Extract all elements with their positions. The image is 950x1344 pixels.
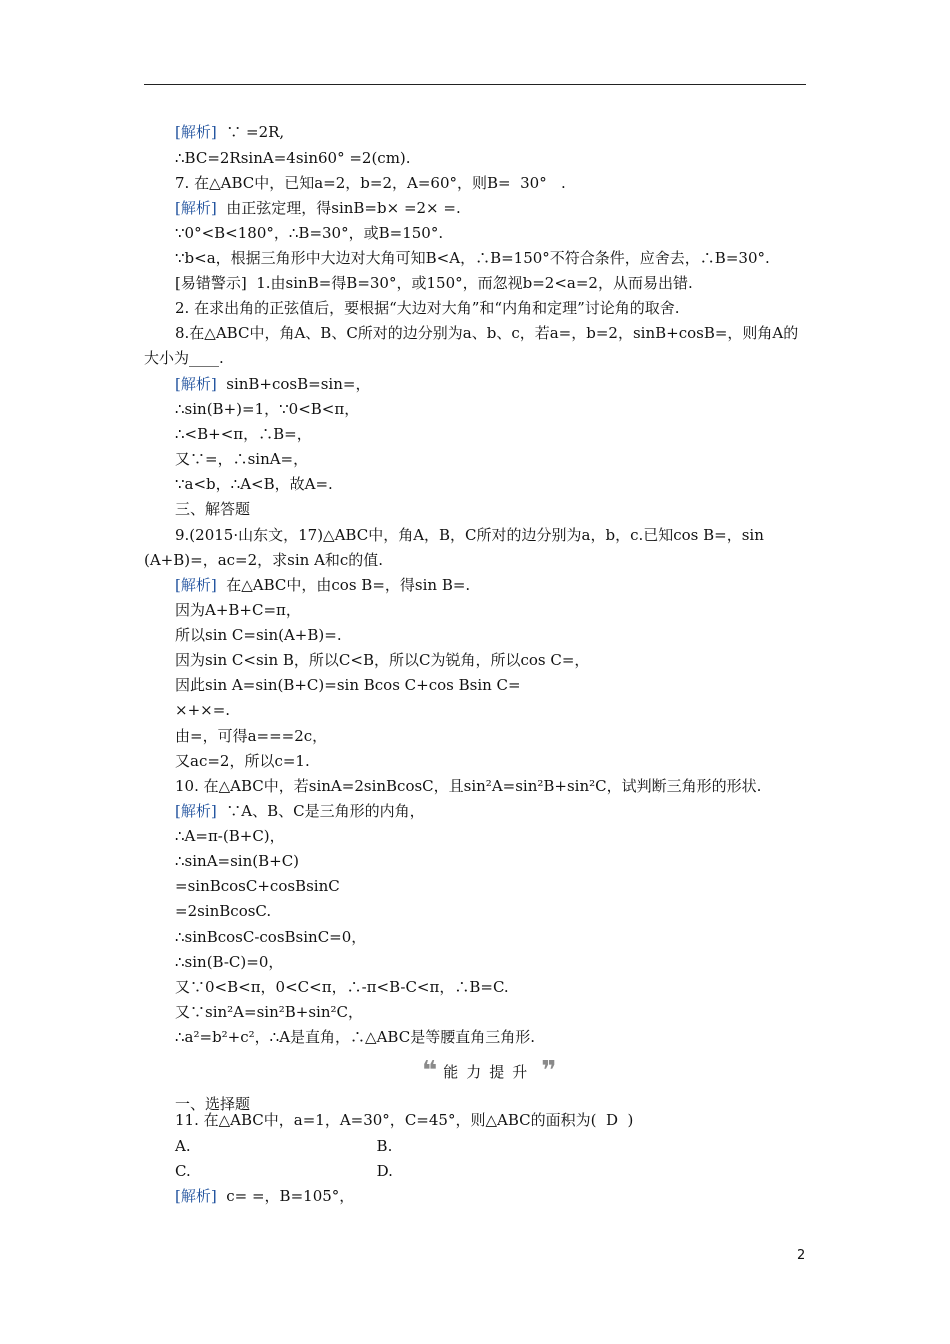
line-text: 又∵=，∴sinA=，: [175, 450, 309, 468]
line-text: ∴BC=2RsinA=4sin60° =2(cm).: [175, 149, 411, 167]
line-text: [易错警示] 1.由sinB=得B=30°，或150°，而忽视b=2<a=2，从而易出错.: [175, 274, 693, 292]
line-text: 8.在△ABC中，角A、B、C所对的边分别为a、b、c，若a=，b=2，sinB+cosB=，则角A的: [175, 324, 799, 342]
line-text: (A+B)=，ac=2，求sin A和c的值.: [144, 551, 384, 569]
text-line: [175, 1136, 392, 1156]
line-text: ∴a²=b²+c²，∴A是直角，∴△ABC是等腰直角三角形.: [175, 1028, 535, 1046]
line-text: 因为sin C<sin B，所以C<B，所以C为锐角，所以cos C=，: [175, 651, 590, 669]
line-text: 所以sin C=sin(A+B)=.: [175, 626, 342, 644]
text-line: [175, 851, 299, 871]
text-line: [175, 901, 271, 921]
text-line: [175, 399, 359, 419]
header-rule: [144, 84, 806, 85]
text-line: [175, 198, 461, 218]
text-line: [175, 474, 333, 494]
line-text: 三、解答题: [175, 500, 251, 518]
text-line: [175, 1110, 633, 1130]
line-text: 在△ABC中，由cos B=，得sin B=.: [216, 576, 471, 594]
text-line: [175, 223, 443, 243]
analysis-tag: [解析]: [175, 802, 217, 820]
text-line: [175, 675, 521, 695]
text-line: [175, 449, 308, 469]
text-line: [175, 977, 509, 997]
line-text: 9.(2015·山东文，17)△ABC中，角A，B，C所对的边分别为a，b，c.已知cos B=，sin: [175, 526, 764, 544]
line-text: sinB+cosB=sin=，: [216, 375, 371, 393]
text-line: [144, 348, 224, 368]
text-line: [175, 876, 340, 896]
text-line: [175, 298, 680, 318]
text-line: [175, 1161, 393, 1181]
text-line: [175, 525, 764, 545]
text-line: [175, 751, 310, 771]
text-line: [175, 952, 283, 972]
text-line: [175, 248, 770, 268]
line-text: 又∵0<B<π，0<C<π，∴-π<B-C<π，∴B=C.: [175, 978, 509, 996]
line-text: 7. 在△ABC中，已知a=2，b=2，A=60°，则B= 30° .: [175, 174, 566, 192]
analysis-tag: [解析]: [175, 1187, 217, 1205]
text-line: [175, 625, 342, 645]
line-text: 一、选择题: [175, 1095, 251, 1113]
line-text: 又ac=2，所以c=1.: [175, 752, 310, 770]
text-line: [175, 1027, 535, 1047]
line-text: 大小为____.: [144, 349, 224, 367]
text-line: [175, 148, 411, 168]
line-text: 由=，可得a===2c，: [175, 727, 328, 745]
text-line: [175, 826, 285, 846]
text-line: [175, 323, 798, 343]
text-line: [175, 650, 589, 670]
text-line: [175, 776, 761, 796]
text-line: [175, 499, 250, 519]
text-line: [175, 575, 470, 595]
line-text: 2. 在求出角的正弦值后，要根据“大边对大角”和“内角和定理”讨论角的取舍.: [175, 299, 680, 317]
line-text: ∴sinA=sin(B+C): [175, 852, 300, 870]
line-text: 11. 在△ABC中，a=1，A=30°，C=45°，则△ABC的面积为( D ): [175, 1111, 634, 1129]
open-quote-icon: ❝: [422, 1056, 438, 1086]
banner-title: 能力提升: [443, 1062, 536, 1081]
close-quote-icon: ❞: [541, 1056, 557, 1086]
line-text: ∵0°<B<180°，∴B=30°，或B=150°.: [175, 224, 444, 242]
line-text: 因为A+B+C=π，: [175, 601, 301, 619]
text-line: [175, 122, 284, 142]
line-text: ∴sinBcosC-cosBsinC=0，: [175, 928, 367, 946]
text-line: [175, 927, 366, 947]
text-line: [144, 550, 383, 570]
text-line: [175, 700, 230, 720]
line-text: =sinBcosC+cosBsinC: [175, 877, 340, 895]
line-text: 10. 在△ABC中，若sinA=2sinBcosC，且sin²A=sin²B+sin²C，试判断三角形的形状.: [175, 777, 762, 795]
line-text: ∴A=π-(B+C)，: [175, 827, 285, 845]
page-number: 2: [797, 1248, 806, 1263]
line-text: =2sinBcosC.: [175, 902, 272, 920]
line-text: 又∵sin²A=sin²B+sin²C，: [175, 1003, 363, 1021]
text-line: [175, 374, 370, 394]
line-text: ∴sin(B+)=1，∵0<B<π，: [175, 400, 360, 418]
line-text: 由正弦定理，得sinB=b× =2× =.: [216, 199, 461, 217]
line-text: ∵a<b，∴A<B，故A=.: [175, 475, 333, 493]
line-text: C. D.: [175, 1162, 393, 1180]
line-text: ∴<B+<π，∴B=，: [175, 425, 312, 443]
line-text: ×+×=.: [175, 701, 231, 719]
line-text: ∵A、B、C是三角形的内角，: [216, 802, 425, 820]
text-line: [175, 726, 327, 746]
analysis-tag: [解析]: [175, 123, 217, 141]
text-line: [175, 600, 301, 620]
text-line: [175, 1186, 354, 1206]
text-line: [175, 173, 566, 193]
text-line: [175, 1002, 363, 1022]
text-line: [175, 424, 312, 444]
text-line: [175, 801, 425, 821]
analysis-tag: [解析]: [175, 199, 217, 217]
analysis-tag: [解析]: [175, 576, 217, 594]
line-text: ∴sin(B-C)=0，: [175, 953, 284, 971]
analysis-tag: [解析]: [175, 375, 217, 393]
line-text: ∵b<a，根据三角形中大边对大角可知B<A，∴B=150°不符合条件，应舍去，∴B=30°.: [175, 249, 770, 267]
ability-banner: [422, 1058, 557, 1084]
line-text: A. B.: [175, 1137, 393, 1155]
line-text: 因此sin A=sin(B+C)=sin Bcos C+cos Bsin C=: [175, 676, 521, 694]
text-line: [175, 273, 693, 293]
line-text: c= =，B=105°，: [216, 1187, 355, 1205]
line-text: ∵ =2R,: [216, 123, 285, 141]
